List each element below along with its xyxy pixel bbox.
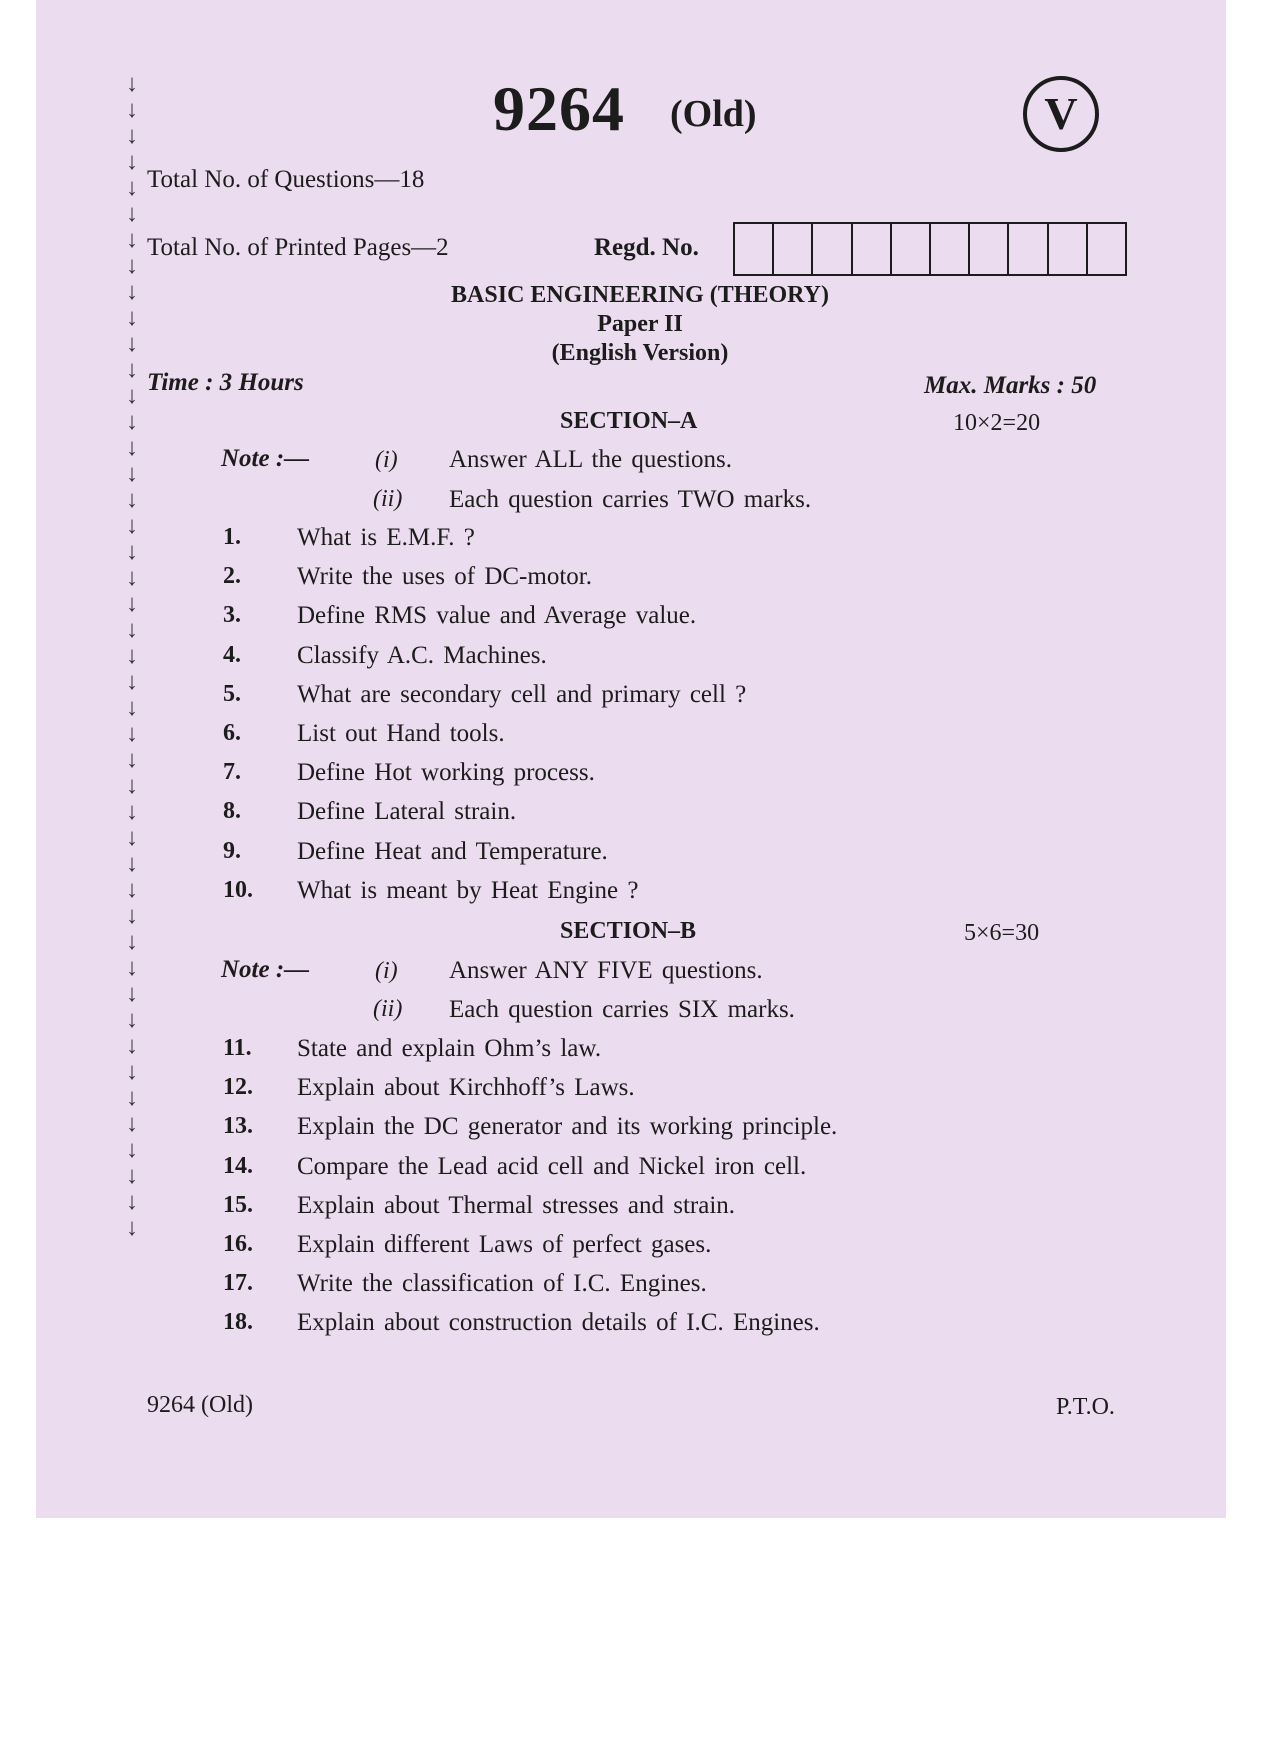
down-arrow-icon: ↓ (126, 383, 138, 409)
paper-code-suffix: (Old) (670, 93, 757, 135)
down-arrow-icon: ↓ (126, 981, 138, 1007)
down-arrow-icon: ↓ (126, 851, 138, 877)
down-arrow-icon: ↓ (126, 1111, 138, 1137)
section-a-note-label: Note :— (221, 445, 310, 472)
question-text: Classify A.C. Machines. (297, 641, 547, 669)
question-text: Define Hot working process. (297, 759, 595, 787)
down-arrow-icon: ↓ (126, 461, 138, 487)
down-arrow-icon: ↓ (126, 279, 138, 305)
question-number: 12. (223, 1074, 253, 1101)
question-text: List out Hand tools. (297, 720, 505, 747)
section-a-title: SECTION–A (560, 408, 698, 434)
down-arrow-icon: ↓ (126, 71, 138, 97)
regd-digit-box[interactable] (813, 224, 852, 274)
question-number: 9. (223, 837, 241, 864)
down-arrow-icon: ↓ (126, 721, 138, 747)
down-arrow-icon: ↓ (126, 565, 138, 591)
question-number: 10. (223, 876, 253, 903)
section-b-note-num: (i) (375, 958, 398, 984)
paper-title: Paper II (597, 311, 683, 337)
down-arrow-icon: ↓ (126, 643, 138, 669)
down-arrow-icon: ↓ (126, 825, 138, 851)
question-text: Write the classification of I.C. Engines. (297, 1270, 707, 1298)
question-number: 6. (223, 720, 241, 746)
down-arrow-icon: ↓ (126, 357, 138, 383)
total-questions: Total No. of Questions—18 (147, 166, 425, 193)
down-arrow-icon: ↓ (126, 877, 138, 903)
section-a-note-num: (i) (375, 447, 398, 473)
regd-digit-box[interactable] (970, 224, 1009, 274)
question-text: State and explain Ohm’s law. (297, 1035, 602, 1062)
down-arrow-icon: ↓ (126, 1033, 138, 1059)
paper-code: 9264 (493, 73, 625, 144)
question-text: What is E.M.F. ? (297, 524, 475, 551)
down-arrow-icon: ↓ (126, 201, 138, 227)
down-arrow-icon: ↓ (126, 1163, 138, 1189)
question-text: What are secondary cell and primary cell ? (297, 680, 747, 708)
down-arrow-icon: ↓ (126, 227, 138, 253)
down-arrow-icon: ↓ (126, 175, 138, 201)
down-arrow-icon: ↓ (126, 929, 138, 955)
section-a-note-num: (ii) (373, 486, 403, 512)
section-b-note-text: Each question carries SIX marks. (449, 996, 795, 1023)
question-number: 3. (223, 602, 241, 629)
down-arrow-icon: ↓ (126, 1059, 138, 1085)
question-number: 18. (223, 1309, 253, 1336)
question-text: Define RMS value and Average value. (297, 602, 697, 630)
question-text: Define Lateral strain. (297, 798, 517, 826)
down-arrow-icon: ↓ (126, 97, 138, 123)
question-number: 4. (223, 641, 241, 668)
question-number: 15. (223, 1191, 253, 1218)
question-text: Compare the Lead acid cell and Nickel iron cell. (297, 1152, 807, 1180)
section-b-note-text: Answer ANY FIVE questions. (449, 957, 763, 984)
question-number: 8. (223, 798, 241, 825)
down-arrow-icon: ↓ (126, 955, 138, 981)
down-arrow-icon: ↓ (126, 149, 138, 175)
down-arrow-icon: ↓ (126, 669, 138, 695)
question-number: 17. (223, 1270, 253, 1297)
total-pages: Total No. of Printed Pages—2 (147, 234, 449, 261)
question-number: 7. (223, 759, 241, 786)
question-number: 14. (223, 1152, 253, 1179)
question-text: Explain different Laws of perfect gases. (297, 1231, 712, 1258)
down-arrow-icon: ↓ (126, 799, 138, 825)
regd-digit-box[interactable] (774, 224, 813, 274)
section-b-note-label: Note :— (221, 956, 310, 983)
regd-digit-box[interactable] (892, 224, 931, 274)
footer-pto: P.T.O. (1056, 1394, 1115, 1420)
regd-label: Regd. No. (594, 234, 699, 261)
down-arrow-icon: ↓ (126, 513, 138, 539)
down-arrow-icon: ↓ (126, 1215, 138, 1241)
section-b-title: SECTION–B (560, 918, 697, 944)
section-a-note-text: Each question carries TWO marks. (449, 486, 812, 513)
version-title: (English Version) (551, 340, 729, 366)
down-arrow-icon: ↓ (126, 1189, 138, 1215)
section-a-note-text: Answer ALL the questions. (449, 446, 733, 473)
max-marks: Max. Marks : 50 (924, 372, 1097, 399)
section-b-marks: 5×6=30 (964, 920, 1040, 946)
down-arrow-icon: ↓ (126, 1137, 138, 1163)
question-number: 1. (223, 524, 241, 550)
question-text: Explain the DC generator and its working principle. (297, 1113, 838, 1141)
time-allowed: Time : 3 Hours (147, 369, 304, 396)
section-b-note-num: (ii) (373, 996, 403, 1022)
regd-digit-box[interactable] (735, 224, 774, 274)
down-arrow-icon: ↓ (126, 617, 138, 643)
question-text: What is meant by Heat Engine ? (297, 876, 639, 904)
down-arrow-icon: ↓ (126, 695, 138, 721)
question-text: Explain about Thermal stresses and strain. (297, 1191, 736, 1219)
question-text: Explain about construction details of I.C. Engines. (297, 1309, 820, 1337)
question-number: 13. (223, 1113, 253, 1140)
down-arrow-icon: ↓ (126, 253, 138, 279)
down-arrow-icon: ↓ (126, 409, 138, 435)
question-number: 16. (223, 1231, 253, 1257)
version-badge: V (1023, 76, 1099, 152)
down-arrow-icon: ↓ (126, 747, 138, 773)
down-arrow-icon: ↓ (126, 305, 138, 331)
down-arrow-icon: ↓ (126, 903, 138, 929)
subject-title: BASIC ENGINEERING (THEORY) (451, 282, 829, 308)
down-arrow-icon: ↓ (126, 773, 138, 799)
question-text: Explain about Kirchhoff’s Laws. (297, 1074, 635, 1102)
down-arrow-icon: ↓ (126, 487, 138, 513)
question-text: Write the uses of DC-motor. (297, 563, 592, 591)
section-a-marks: 10×2=20 (953, 410, 1041, 436)
down-arrow-icon: ↓ (126, 539, 138, 565)
down-arrow-icon: ↓ (126, 435, 138, 461)
question-number: 2. (223, 563, 241, 590)
down-arrow-icon: ↓ (126, 331, 138, 357)
down-arrow-icon: ↓ (126, 123, 138, 149)
regd-digit-box[interactable] (1088, 224, 1125, 274)
down-arrow-icon: ↓ (126, 591, 138, 617)
question-number: 5. (223, 680, 241, 707)
regd-digit-box[interactable] (1049, 224, 1088, 274)
regd-number-boxes[interactable] (733, 222, 1127, 276)
regd-digit-box[interactable] (931, 224, 970, 274)
regd-digit-box[interactable] (1009, 224, 1048, 274)
question-number: 11. (223, 1035, 252, 1061)
regd-digit-box[interactable] (853, 224, 892, 274)
question-text: Define Heat and Temperature. (297, 837, 608, 865)
down-arrow-icon: ↓ (126, 1007, 138, 1033)
down-arrow-icon: ↓ (126, 1085, 138, 1111)
footer-code: 9264 (Old) (147, 1392, 253, 1418)
